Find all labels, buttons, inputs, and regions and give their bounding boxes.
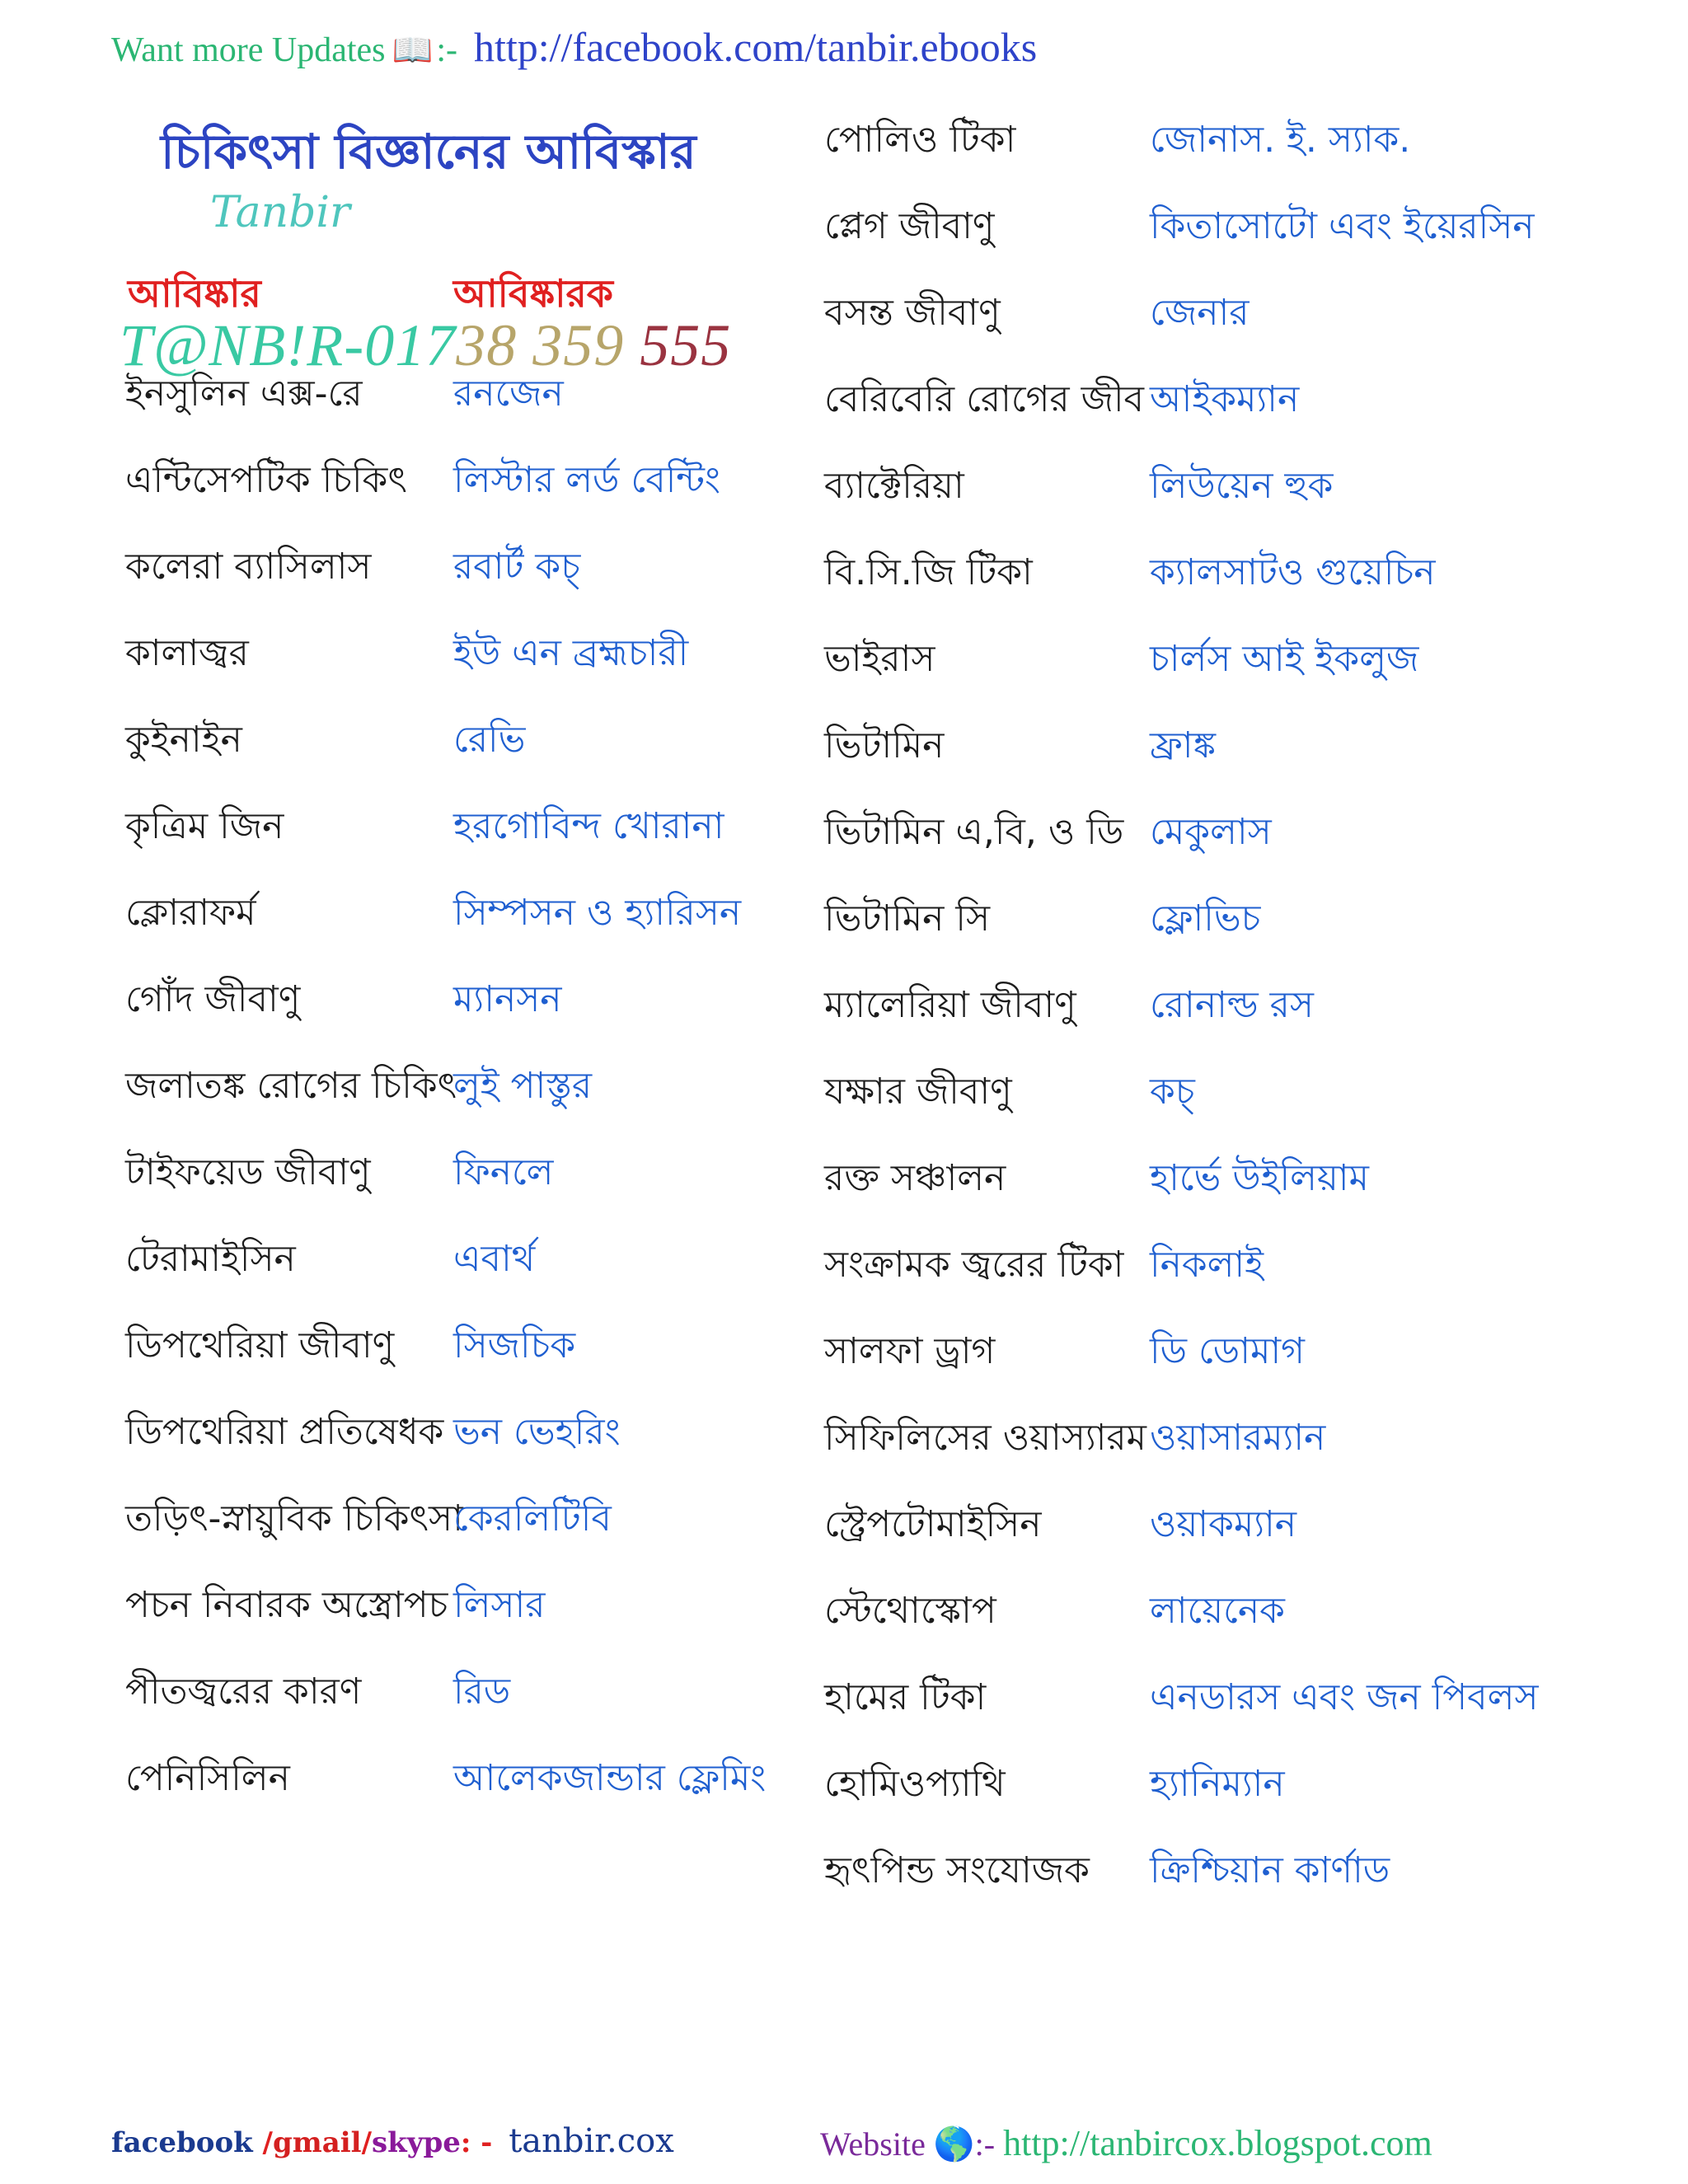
discoverer-name: ফ্লোভিচ — [1150, 898, 1261, 940]
website-label: Website — [820, 2125, 926, 2163]
discoverer-name: এনডারস এবং জন পিবলস — [1150, 1676, 1539, 1718]
discovery-name: প্লেগ জীবাণু — [824, 205, 995, 247]
facebook-link[interactable]: http://facebook.com/tanbir.ebooks — [473, 24, 1038, 70]
discovery-name: বসন্ত জীবাণু — [824, 292, 1001, 334]
discoverer-name: ভন ভেহরিং — [453, 1411, 621, 1453]
discovery-name: ভিটামিন সি — [824, 898, 991, 940]
discoverer-name: আলেকজান্ডার ফ্লেমিং — [453, 1757, 767, 1799]
discoverer-name: হরগোবিন্দ খোরানা — [453, 805, 724, 847]
discovery-name: পোলিও টিকা — [824, 119, 1016, 161]
discoverer-name: ওয়াসারম্যান — [1150, 1417, 1326, 1459]
discovery-name: স্টেথোস্কোপ — [824, 1590, 996, 1632]
discoverer-name: কিতাসোটো এবং ইয়েরসিন — [1150, 205, 1535, 247]
discovery-name: ভাইরাস — [824, 638, 935, 680]
discovery-name: টাইফয়েড জীবাণু — [125, 1151, 371, 1193]
discovery-name: যক্ষার জীবাণু — [824, 1071, 1012, 1113]
discoverer-name: রবার্ট কচ্ — [453, 546, 580, 588]
column-header-inventor: আবিষ্কারক — [453, 271, 613, 316]
discoverer-name: লিস্টার লর্ড বেন্টিং — [453, 459, 720, 501]
discovery-name: পেনিসিলিন — [125, 1757, 290, 1799]
discovery-name: কালাজ্বর — [125, 632, 249, 674]
discovery-name: ডিপথেরিয়া প্রতিষেধক — [125, 1411, 444, 1453]
discoverer-name: চার্লস আই ইকলুজ — [1150, 638, 1419, 680]
discovery-name: এন্টিসেপটিক চিকিৎ — [125, 459, 407, 501]
discoverer-name: জেনার — [1150, 292, 1250, 334]
discoverer-name: সিম্পসন ও হ্যারিসন — [453, 892, 742, 934]
discoverer-name: জোনাস. ই. স্যাক. — [1150, 119, 1411, 161]
discovery-name: ডিপথেরিয়া জীবাণু — [125, 1324, 395, 1366]
footer-gmail: gmail — [272, 2126, 362, 2159]
discoverer-name: মেকুলাস — [1150, 811, 1272, 853]
watermark-part3: 555 — [640, 312, 732, 378]
discoverer-name: ক্রিশ্চিয়ান কার্ণাড — [1150, 1849, 1390, 1891]
globe-icon: 🌎 — [933, 2125, 975, 2163]
discoverer-name: ওয়াকম্যান — [1150, 1503, 1297, 1545]
discovery-name: রক্ত সঞ্চালন — [824, 1157, 1006, 1199]
discoverer-name: হার্ভে উইলিয়াম — [1150, 1157, 1369, 1199]
discovery-name: জলাতঙ্ক রোগের চিকিৎ — [125, 1065, 457, 1107]
header-separator: :- — [436, 31, 457, 69]
watermark-part1: T@NB!R-017 — [120, 312, 457, 378]
discovery-name: সিফিলিসের ওয়াস্যারম — [824, 1417, 1146, 1459]
footer-contact: facebook /gmail/skype: - tanbir.cox — [111, 2122, 674, 2160]
signature: Tanbir — [210, 188, 350, 237]
discovery-name: হামের টিকা — [824, 1676, 987, 1718]
footer-skype: skype — [372, 2126, 461, 2159]
discoverer-name: নিকলাই — [1150, 1244, 1264, 1286]
discovery-name: বেরিবেরি রোগের জীব — [824, 378, 1145, 420]
discovery-name: বি.সি.জি টিকা — [824, 551, 1033, 593]
discoverer-name: ইউ এন ব্রহ্মচারী — [453, 632, 689, 674]
discoverer-name: আইকম্যান — [1150, 378, 1300, 420]
discoverer-name: লুই পাস্তুর — [453, 1065, 593, 1107]
discoverer-name: রিড — [453, 1671, 511, 1713]
discoverer-name: কচ্ — [1150, 1071, 1195, 1113]
header-prefix: Want more Updates — [111, 31, 386, 69]
discovery-name: ম্যালেরিয়া জীবাণু — [824, 984, 1076, 1026]
discoverer-name: রনজেন — [453, 373, 564, 415]
discovery-name: ব্যাক্টেরিয়া — [824, 465, 964, 507]
discoverer-name: ফিনলে — [453, 1151, 554, 1193]
discovery-name: কৃত্রিম জিন — [125, 805, 284, 847]
discovery-name: ভিটামিন এ,বি, ও ডি — [824, 811, 1124, 853]
discovery-name: গোঁদ জীবাণু — [125, 978, 301, 1020]
page-title: চিকিৎসা বিজ্ঞানের আবিস্কার — [161, 124, 696, 180]
discovery-name: কুইনাইন — [125, 719, 242, 761]
footer-facebook: facebook — [111, 2126, 253, 2159]
discovery-name: পচন নিবারক অস্ত্রোপচ — [125, 1584, 448, 1626]
discovery-name: পীতজ্বরের কারণ — [125, 1671, 362, 1713]
discovery-name: হোমিওপ্যাথি — [824, 1763, 1006, 1805]
discoverer-name: লিসার — [453, 1584, 546, 1626]
discoverer-name: ফ্রাঙ্ক — [1150, 724, 1216, 766]
discovery-name: স্ট্রেপটোমাইসিন — [824, 1503, 1042, 1545]
website-separator: :- — [974, 2125, 996, 2163]
column-header-invention: আবিষ্কার — [128, 271, 261, 316]
discovery-name: ভিটামিন — [824, 724, 945, 766]
discoverer-name: লায়েনেক — [1150, 1590, 1285, 1632]
watermark-part2: 38 359 — [456, 312, 625, 378]
discoverer-name: হ্যানিম্যান — [1150, 1763, 1285, 1805]
discovery-name: ইনসুলিন এক্স-রে — [125, 373, 363, 415]
discoverer-name: ক্যালসাটও গুয়েচিন — [1150, 551, 1436, 593]
discoverer-name: ম্যানসন — [453, 978, 562, 1020]
discoverer-name: কেরলিটিবি — [453, 1497, 612, 1540]
discovery-name: ক্লোরাফর্ম — [125, 892, 256, 934]
footer-website — [820, 2122, 1432, 2164]
discovery-name: হৃৎপিন্ড সংযোজক — [824, 1849, 1090, 1891]
discoverer-name: রেভি — [453, 719, 526, 761]
book-icon: 📖 — [392, 31, 434, 68]
discoverer-name: এবার্থ — [453, 1238, 536, 1280]
footer-social-suffix: : - — [460, 2126, 493, 2159]
footer-handle: tanbir.cox — [509, 2122, 674, 2160]
discovery-name: সংক্রামক জ্বরের টিকা — [824, 1244, 1124, 1286]
discoverer-name: ডি ডোমাগ — [1150, 1330, 1305, 1372]
discoverer-name: লিউয়েন হুক — [1150, 465, 1334, 507]
discovery-name: টেরামাইসিন — [125, 1238, 296, 1280]
discovery-name: সালফা ড্রাগ — [824, 1330, 996, 1372]
discoverer-name: রোনাল্ড রস — [1150, 984, 1314, 1026]
discoverer-name: সিজচিক — [453, 1324, 576, 1366]
website-link[interactable]: http://tanbircox.blogspot.com — [1003, 2123, 1432, 2163]
discovery-name: তড়িৎ-স্নায়ুবিক চিকিৎসা — [125, 1497, 463, 1540]
discovery-name: কলেরা ব্যাসিলাস — [125, 546, 372, 588]
